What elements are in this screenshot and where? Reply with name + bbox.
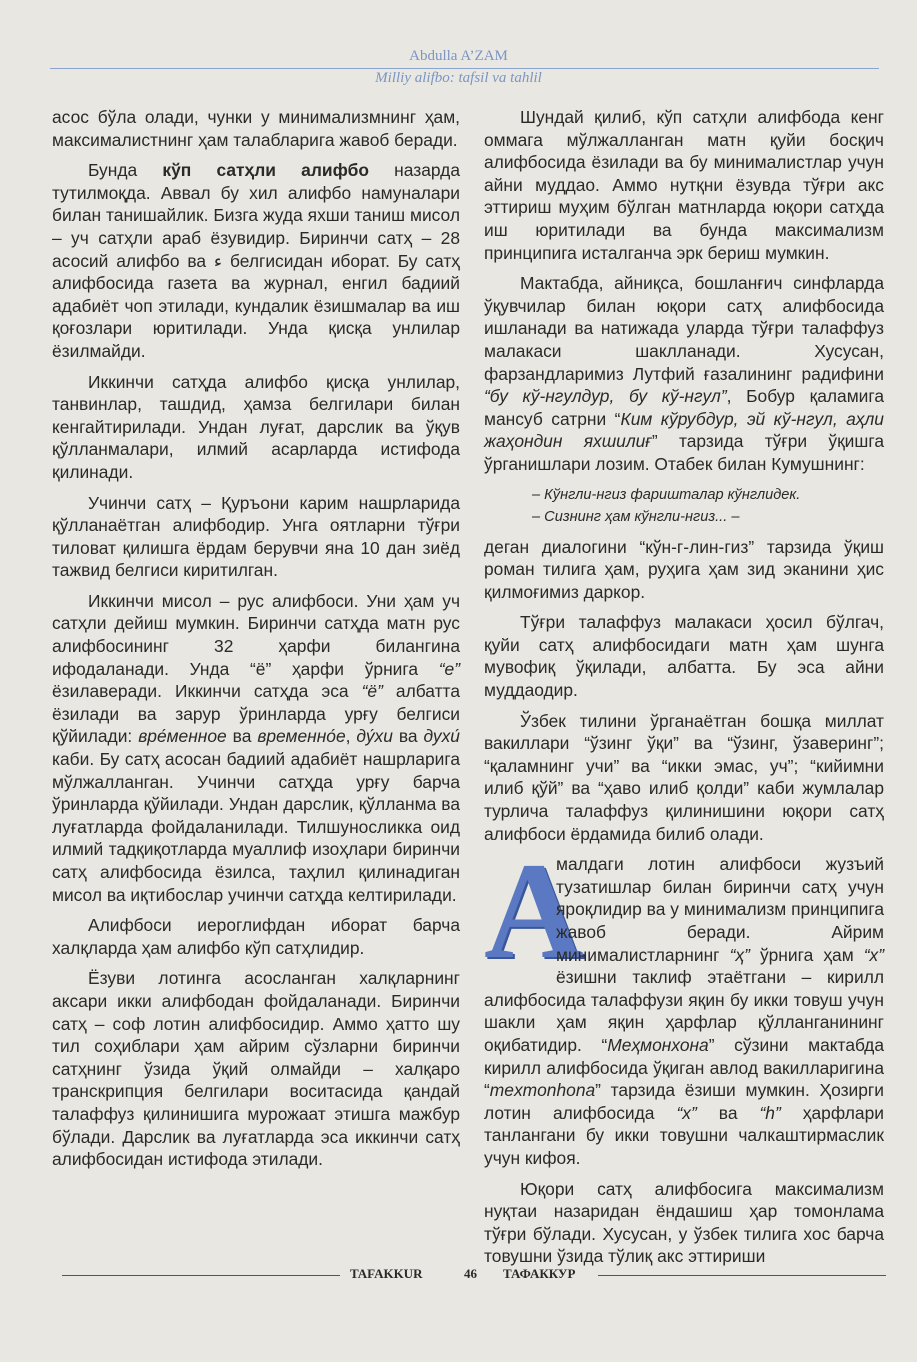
italic-text: “h” — [759, 1102, 781, 1123]
text-run: Шундай қилиб, кўп сатҳли алифбода кенг оммага мўлжалланган матн қуйи босқич алифбосида ёзилади ва бу минималистлар учун айни муддао. Аммо нутқни ёзувда тўғри акс эттириш муҳим бўлган матнларда юқори сатҳда иш юритилади ва бунда максимализм принципига исталганча эрк бериш мумкин. — [484, 107, 884, 263]
right-mid-paragraph-3 — [484, 710, 884, 846]
dropcap-letter: А — [484, 834, 584, 988]
right-mid-paragraph-1 — [484, 536, 884, 604]
footer-title-latin: TAFAKKUR — [350, 1266, 423, 1281]
text-run: Иккинчи сатҳда алифбо қисқа унлилар, танвинлар, ташдид, ҳамза белгилари билан кенгайтирилади. Ундан луғат, дарслик ва ўқув қўлланмалари, илмий асарларда истифода қилинади. — [52, 371, 460, 482]
header-author: Abdulla A’ZAM — [409, 48, 508, 64]
right-column-bottom — [484, 1178, 884, 1268]
italic-text: духи́ — [423, 726, 460, 747]
italic-text: вре́менное — [138, 726, 227, 747]
left-paragraph-6 — [52, 914, 460, 959]
italic-text: “бу кў-нгулдур, бу кў-нгул” — [484, 386, 727, 407]
left-paragraph-1 — [52, 106, 460, 151]
text-run: , Бобур қаламига мансуб сатрни “ — [484, 386, 885, 429]
italic-text: “ҳ” — [729, 944, 750, 965]
text-run: ва — [226, 726, 258, 747]
text-run: деган диалогини “кўн-г-лин-гиз” тарзида ўқиш роман тилига ҳам, руҳига ҳам зид эканини ҳис қилмоғимиз даркор. — [484, 536, 884, 602]
text-run: Ўзбек тилини ўрганаётган бошқа миллат вакиллари “ўзинг ўқи” ва “ўзинг, ўзаверинг”; “қаламнинг учи” ва “икки эмас, уч”; “кийимни илиб қўй” ва “ҳаво илиб қолди” каби жумлалар турлича талаффуз қилинишини юқори сатҳ алифбоси ёрдамида билиб олади. — [484, 710, 884, 844]
text-run: Ёзуви лотинга асосланган халқларнинг аксари икки алифбодан фойдаланади. Биринчи сатҳ – соф лотин алифбосидир. Аммо ҳатто шу тил соҳиблари ҳам айрим сўзларни биринчи сатҳнинг ўзида ўқий олмайди – халқаро транскрипция белгилари воситасида қандай талаффуз қилинишига мурожаат этишга мажбур бўлади. Дарслик ва луғатларда эса иккинчи сатҳ алифбосидан истифода этилади. — [52, 968, 460, 1170]
text-run: Тўғри талаффуз малакаси ҳосил бўлгач, қуйи сатҳ алифбосидаги матн ҳам шунга мувофиқ ўқилади, албатта. Бу эса айни муддаодир. — [484, 612, 884, 701]
left-paragraph-7 — [52, 967, 460, 1170]
italic-text: “е” — [438, 658, 460, 679]
text-run: ва — [696, 1102, 760, 1123]
text-run: Юқори сатҳ алифбосига максимализм нуқтаи назаридан ёндашиш ҳар томонлама тўғри бўлади. Хусусан, у ўзбек тилига хос барча товушни ўзида тўлиқ акс эттириши — [484, 1178, 884, 1267]
left-column — [52, 106, 460, 1179]
text-run: асос бўла олади, чунки у минимализмнинг ҳам, максималистнинг ҳам талабларига жавоб беради. — [52, 107, 460, 150]
text-run: ” сўзини мактабда кирилл алифбосида ўқиган авлод вакилларигина “ — [484, 1034, 884, 1101]
dialogue-quote-2: – Сизнинг ҳам кўнгли-нгиз... – — [532, 508, 740, 525]
header-subtitle: Milliy alifbo: tafsil va tahlil — [375, 70, 542, 86]
bold-text: кўп сатҳли алифбо — [162, 160, 369, 181]
page-number: 46 — [464, 1266, 477, 1281]
text-run: ҳарфлари танлангани бу икки товушни чалкаштирмаслик учун кифоя. — [484, 1102, 884, 1168]
italic-text: “х” — [863, 944, 884, 965]
text-run: албатта ёзилади ва зарур ўринларда урғу белгиси қўйилади: — [52, 681, 460, 747]
right-top-paragraph-1 — [484, 106, 884, 264]
text-run: Бунда — [88, 160, 163, 181]
italic-text: “х” — [676, 1102, 697, 1123]
dropcap-paragraph — [484, 834, 884, 1169]
footer-rule-right — [598, 1275, 886, 1276]
italic-text: “ё” — [361, 681, 383, 702]
paragraph-dropcap — [484, 834, 884, 1169]
page-footer — [0, 1266, 917, 1286]
right-column — [484, 106, 884, 1276]
text-run: каби. Бу сатҳ асосан бадиий адабиёт нашрларига мўлжалланган. Учинчи сатҳда урғу барча ўринларда қўйилади. Ундан дарслик, қўлланма ва луғатларда фойдаланилади. Тилшуносликка оид илмий тадқиқотларда муаллиф изоҳлари биринчи сатҳ алифбосида ёзилса, таҳлил қилинадиган мисол ва иқтибослар учинчи сатҳда келтирилади. — [52, 749, 460, 905]
right-column-middle — [484, 536, 884, 846]
italic-text: временно́е — [257, 726, 346, 747]
footer-rule-left — [62, 1275, 340, 1276]
text-run: ” тарзида ёзиши мумкин. Ҳозирги лотин алифбосида — [484, 1080, 884, 1123]
footer-title-cyrillic: ТАФАККУР — [503, 1266, 576, 1281]
text-run: ва — [392, 726, 424, 747]
text-run: Мактабда, айниқса, бошланғич синфларда ўқувчилар билан юқори сатҳ алифбосида ишланади ва натижада уларда тўғри талаффуз малакаси шаклланади. Хусусан, фарзандларимиз Лутфий ғазалининг радифини — [484, 273, 884, 384]
left-paragraph-4 — [52, 492, 460, 582]
italic-text: mexmonhona — [489, 1080, 596, 1101]
text-run: назарда тутилмоқда. Аввал бу хил алифбо намуналари билан танишайлик. Бизга жуда яхши таниш мисол – уч сатҳли араб ёзувидир. Биринчи сатҳ – 28 асосий алифбо ва ء белгисидан иборат. Бу сатҳ алифбосида газета ва журнал, енгил бадиий адабиёт чоп этилади, кундалик ёзишмалар ва иш қоғозлари юритилади. Унда қисқа унлилар ёзилмайди. — [52, 160, 460, 361]
text-run: Учинчи сатҳ – Қуръони карим нашрларида қўлланаётган алифбодир. Унга оятларни тўғри тиловат қилишга ёрдам берувчи яна 10 дан зиёд тажвид белгиси киритилган. — [52, 492, 460, 581]
left-paragraph-5 — [52, 590, 460, 906]
italic-text: Ким кўрубдур, эй кў-нгул, аҳли жаҳондин яхшилиғ — [484, 408, 884, 452]
text-run: малдаги лотин алифбоси жузъий тузатишлар билан биринчи сатҳ учун яроқлидир ва у минимализм принципига жавоб беради. Айрим минималистларнинг — [556, 854, 884, 965]
italic-text: ду́хи — [356, 726, 393, 747]
text-run: , — [345, 726, 357, 747]
right-end-paragraph-1 — [484, 1178, 884, 1268]
left-paragraph-3 — [52, 371, 460, 484]
header-rule — [50, 68, 879, 69]
left-paragraph-2 — [52, 159, 460, 362]
text-run: Иккинчи мисол – рус алифбоси. Уни ҳам уч сатҳли дейиш мумкин. Биринчи сатҳда матн рус алифбосининг 32 ҳарфи билангина ифодаланади. Унда “ё” ҳарфи ўрнига — [52, 590, 460, 679]
italic-text: Меҳмонхона — [607, 1034, 709, 1055]
text-run: ” тарзида тўғри ўқишга ўрганишлари лозим. Отабек билан Кумушнинг: — [484, 431, 884, 474]
right-top-paragraph-2 — [484, 272, 884, 475]
dialogue-quote-1: – Кўнгли-нгиз фаришталар кўнглидек. — [532, 486, 801, 503]
text-run: ўрнига ҳам — [749, 944, 864, 965]
right-column-top — [484, 106, 884, 476]
text-run: ёзилаверади. Иккинчи сатҳда эса — [52, 681, 362, 702]
text-run: Алифбоси иероглифдан иборат барча халқларда ҳам алифбо кўп сатҳлидир. — [52, 915, 460, 958]
text-run: ёзишни таклиф этаётгани – кирилл алифбосида талаффузи яқин бу икки товуш учун шакли ҳам яқин ҳарфлар қўлланганининг оқибатидир. “ — [484, 967, 884, 1055]
right-mid-paragraph-2 — [484, 611, 884, 701]
